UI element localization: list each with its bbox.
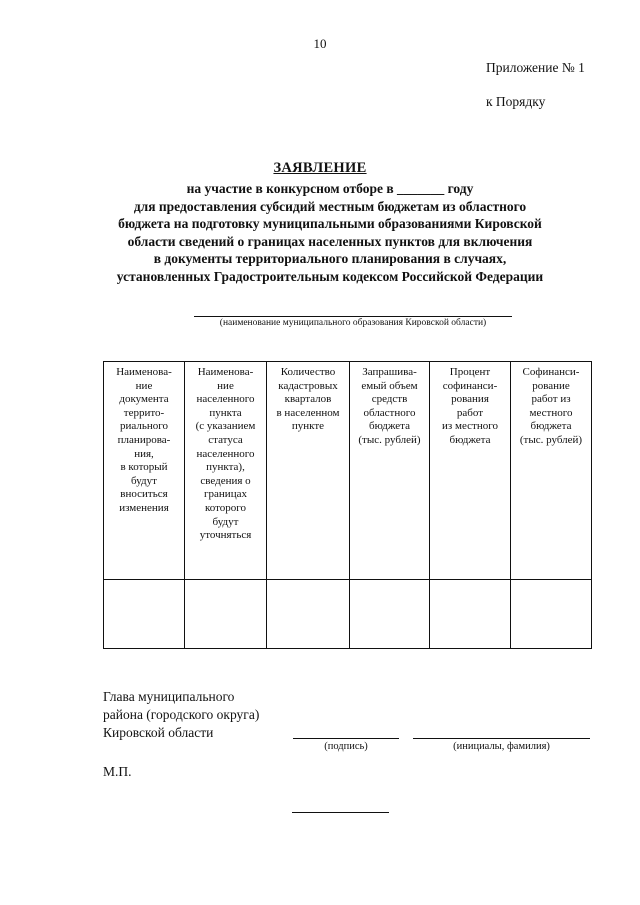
table-cell[interactable] [185, 580, 267, 649]
signatory-position [103, 688, 259, 742]
page-number: 10 [313, 36, 327, 51]
stamp-place-label: М.П. [103, 764, 132, 779]
table-cell[interactable] [267, 580, 350, 649]
document-subtitle [60, 180, 600, 285]
signatory-line: района (городского округа) [103, 707, 260, 722]
subtitle-line: в документы территориального планирования в случаях, [153, 251, 507, 266]
municipality-name-caption: (наименование муниципального образования Кировской области) [219, 318, 487, 328]
signature-caption: (подпись) [324, 741, 368, 752]
document-title: ЗАЯВЛЕНИЕ [273, 160, 367, 176]
table-header-row [104, 362, 592, 580]
table-cell[interactable] [104, 580, 185, 649]
subtitle-line: на участие в конкурсном отборе в _______ году [186, 181, 474, 196]
column-header-cofinancing-percent: Процент софинанси- рования работ из местного бюджета [430, 362, 511, 580]
column-header-requested-funds: Запрашива- емый объем средств областного бюджета (тыс. рублей) [350, 362, 430, 580]
bottom-separator-line [292, 812, 389, 813]
column-header-cofinancing-amount: Софинанси- рование работ из местного бюджета (тыс. рублей) [511, 362, 592, 580]
table-row [104, 580, 592, 649]
signature-line[interactable] [293, 738, 399, 739]
application-table [103, 361, 592, 649]
column-header-plan-document: Наименова- ние документа террито- риального планирова- ния, в который будут вноситься изменения [104, 362, 185, 580]
name-caption: (инициалы, фамилия) [453, 741, 550, 752]
signatory-line: Кировской области [103, 725, 214, 740]
table-cell[interactable] [511, 580, 592, 649]
subtitle-line: бюджета на подготовку муниципальными образованиями Кировской [118, 216, 542, 231]
name-line[interactable] [413, 738, 590, 739]
column-header-settlement: Наименова- ние населенного пункта (с указанием статуса населенного пункта), сведения о границах которого будут уточняться [185, 362, 267, 580]
subtitle-line: для предоставления субсидий местным бюджетам из областного [133, 198, 527, 214]
municipality-name-line[interactable] [194, 316, 512, 317]
table-cell[interactable] [430, 580, 511, 649]
subtitle-line: установленных Градостроительным кодексом Российской Федерации [116, 268, 544, 284]
appendix-reference: к Порядку [486, 94, 546, 109]
subtitle-line: области сведений о границах населенных пунктов для включения [127, 233, 533, 249]
signatory-line: Глава муниципального [103, 689, 235, 704]
appendix-number: Приложение № 1 [486, 60, 585, 75]
column-header-cadastral-blocks: Количество кадастровых кварталов в населенном пункте [267, 362, 350, 580]
table-cell[interactable] [350, 580, 430, 649]
